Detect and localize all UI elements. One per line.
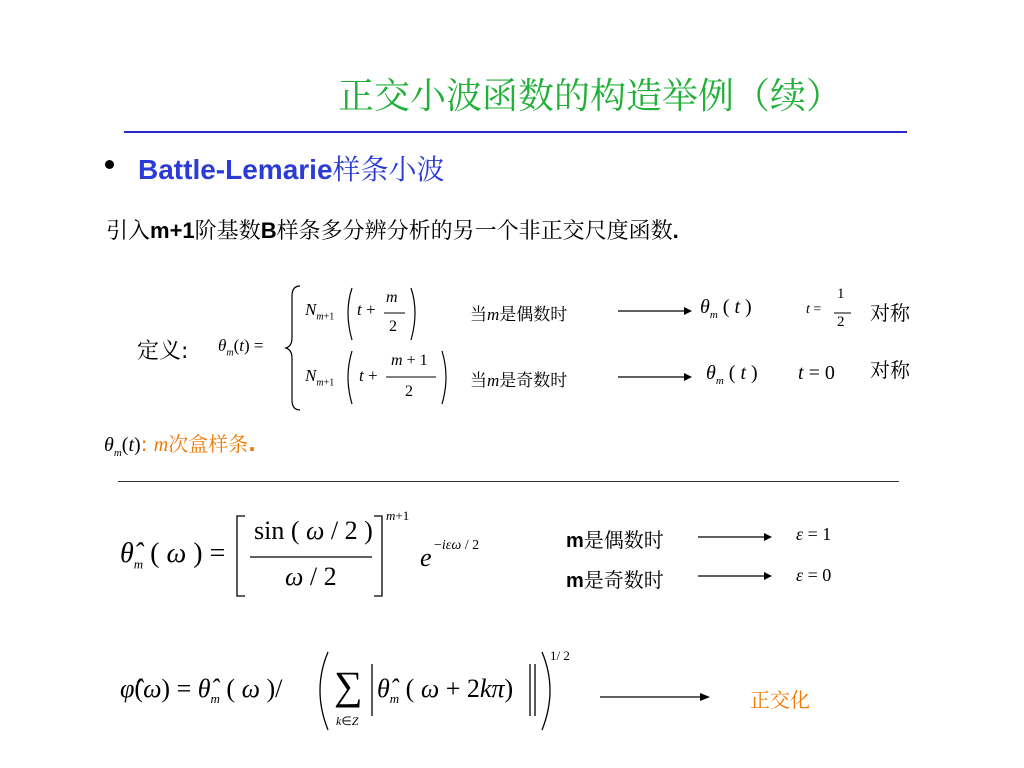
frac-bottom-num: m + 1 (391, 352, 428, 369)
eps-odd-label: m是奇数时 (566, 568, 664, 592)
t-zero: t = 0 (798, 362, 835, 384)
exp-power: −iεω / 2 (434, 538, 480, 553)
symmetric-1: 对称 (870, 301, 910, 325)
box-spline-note: $\theta_m(t)$: m次盒样条. (104, 432, 256, 459)
frac-top-den: 2 (389, 318, 397, 335)
case-even-label: 当m是偶数时 (470, 305, 568, 325)
t-plus-bottom: t + (359, 366, 378, 385)
theta-hat-lhs: $\thetâ_m$ ( ω ) = (120, 538, 226, 572)
N-top: $N_{m+1}$ (305, 300, 335, 323)
eps-even-label: m是偶数时 (566, 528, 664, 552)
sum-index: k∈Z (336, 714, 359, 728)
intro-part2: 阶基数 (194, 219, 261, 244)
sum-sign: ∑ (334, 663, 363, 708)
t-half-lhs: t = (806, 302, 822, 317)
theta-hat-shift: $\thetâ_m$ ( ω + 2kπ) (377, 674, 514, 707)
t-half-num: 1 (837, 286, 845, 302)
intro-bold1: m+1 (150, 218, 195, 243)
t-half-den: 2 (837, 314, 845, 330)
frac-top-num: m (386, 289, 398, 306)
eps-zero: ε = 0 (796, 565, 832, 585)
power-half: 1/ 2 (550, 648, 570, 663)
symmetric-2: 对称 (870, 358, 910, 382)
slide-title: 正交小波函数的构造举例（续） (337, 76, 842, 117)
N-bottom: $N_{m+1}$ (305, 366, 335, 389)
definition-label: 定义: (137, 339, 189, 364)
exp-e: e (420, 543, 432, 572)
eps-one: ε = 1 (796, 524, 832, 544)
theta-def-lhs: $\theta_m(t)$ = (218, 336, 264, 359)
intro-end: . (672, 218, 679, 243)
heading-latin: Battle-Lemarie (138, 154, 333, 185)
intro-part3: 样条多分辨分析的另一个非正交尺度函数 (276, 219, 673, 244)
sinc-num: sin ( ω / 2 ) (254, 516, 373, 545)
phi-hat-lhs: φ̂(ω) = $\thetâ_m$ ( ω )/ (120, 674, 283, 707)
theta-even: $\theta_m$ ( t ) (700, 296, 752, 321)
sinc-den: ω / 2 (285, 562, 337, 591)
orthogonalize-label: 正交化 (750, 688, 810, 712)
intro-bold2: B (260, 218, 277, 243)
heading-cjk: 样条小波 (332, 153, 445, 186)
theta-odd: $\theta_m$ ( t ) (706, 362, 758, 387)
frac-bottom-den: 2 (405, 383, 413, 400)
section-divider (118, 481, 899, 482)
intro-part1: 引入 (106, 219, 151, 244)
case-odd-label: 当m是奇数时 (470, 371, 568, 391)
exponent-m1: m+1 (386, 508, 410, 523)
t-plus-top: t + (357, 300, 376, 319)
